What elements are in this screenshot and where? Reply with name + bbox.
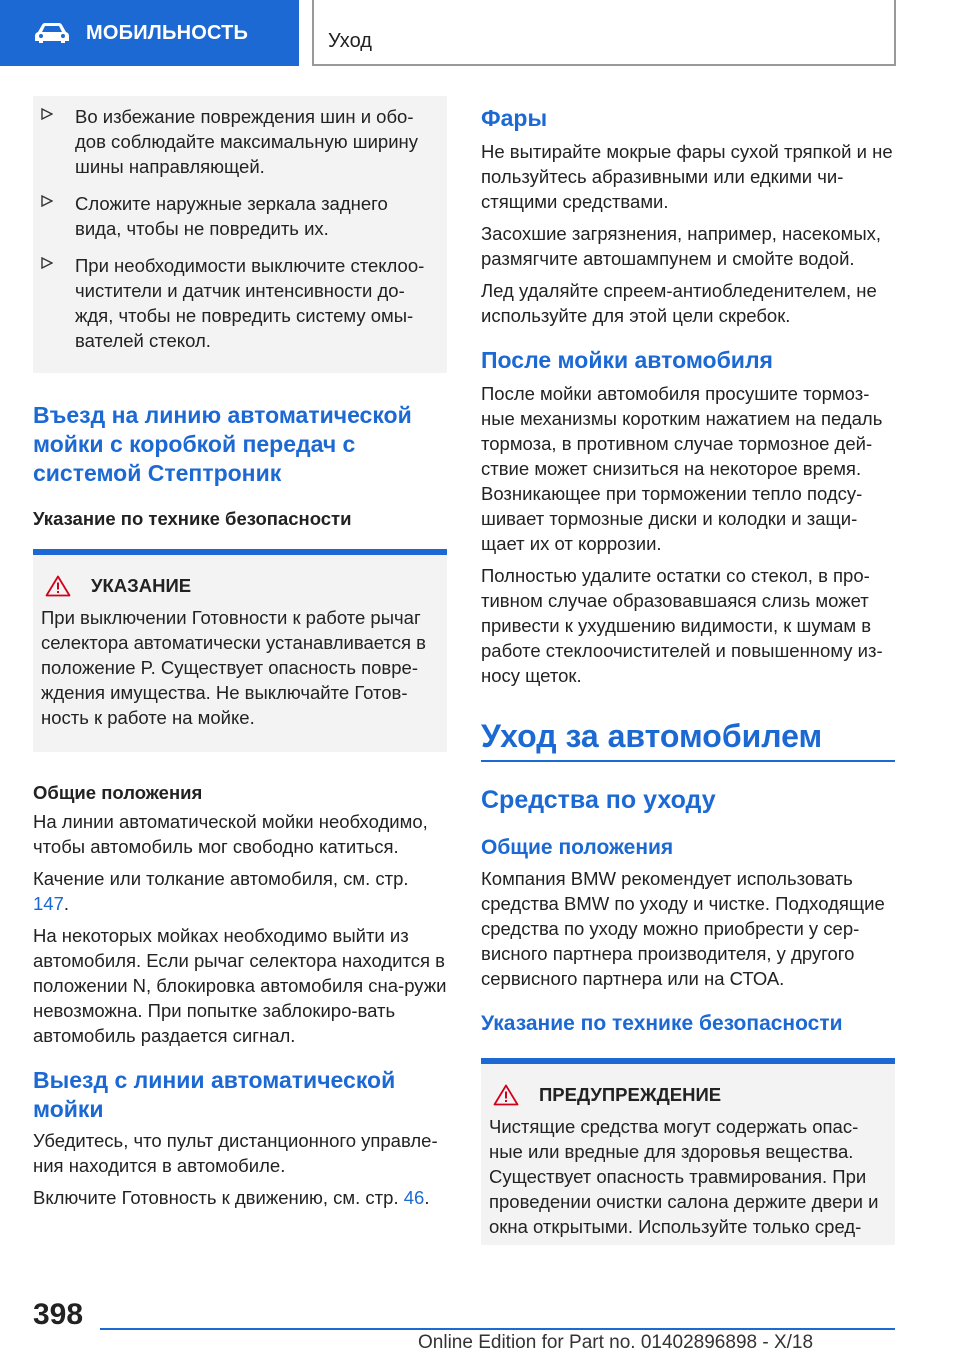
heading-general: Общие положения — [33, 782, 203, 803]
triangle-bullet-icon — [41, 253, 75, 353]
heading-car-care: Уход за автомобилем — [481, 718, 823, 754]
heading-headlights: Фары — [481, 105, 548, 131]
notice-header — [41, 575, 439, 597]
paragraph: Компания BMW рекомендует использовать средства BMW по уходу и чистке. Подходящие средства по уходу можно приобрести у сер-висного партнера производителя, у другого сервисного партнера или на СТОА. — [481, 867, 885, 989]
heading-rule — [481, 760, 895, 762]
warning-label: ПРЕДУПРЕЖДЕНИЕ — [539, 1083, 722, 1105]
paragraph: Включите Готовность к движению, см. стр. 46. — [33, 1187, 430, 1208]
car-icon — [34, 22, 70, 44]
paragraph: Убедитесь, что пульт дистанционного управле-ния находится в автомобиле. — [33, 1130, 438, 1176]
paragraph: На линии автоматической мойки необходимо, чтобы автомобиль мог свободно катиться. — [33, 811, 428, 857]
edition-text: Online Edition for Part no. 01402896898 - X/18 — [418, 1332, 814, 1353]
paragraph: Лед удаляйте спреем-антиобледенителем, не используйте для этой цели скребок. — [481, 280, 877, 326]
chapter-label: МОБИЛЬНОСТЬ — [86, 21, 249, 44]
list-item-text: Во избежание повреждения шин и обо-дов соблюдайте максимальную ширину шины направляющей. — [75, 106, 419, 177]
heading-after-wash: После мойки автомобиля — [481, 347, 773, 373]
right-column — [481, 104, 895, 1245]
paragraph: После мойки автомобиля просушите тормоз-ные механизмы коротким нажатием на педаль тормоза, в противном случае тормозное дей-ствие может снизиться на некоторое время. Возникающее при торможении тепло подсу-шивает тормозные диски и колодки и защи-щает их от коррозии. — [481, 383, 883, 554]
page-link[interactable]: 46 — [403, 1187, 425, 1208]
notice-text: При выключении Готовности к работе рычаг селектора автоматически устанавливается в положение P. Существует опасность повре-ждения имущества. Не выключайте Готов-ность к работе на мойке. — [41, 607, 426, 728]
paragraph: Полностью удалите остатки со стекол, в про-тивном случае образовавшаяся слизь может привести к ухудшению видимости, к шумам в работе стеклоочистителей и повышенному из-носу щеток. — [481, 565, 883, 686]
list-item-text: Сложите наружные зеркала заднего вида, чтобы не повредить их. — [75, 193, 388, 239]
triangle-bullet-icon — [41, 104, 75, 179]
paragraph: На некоторых мойках необходимо выйти из автомобиля. Если рычаг селектора находится в положении N, блокировка автомобиля сна-ружи невозможна. При попытке заблокиро-вать автомобиль раздается сигнал. — [33, 925, 447, 1046]
list-item-text: При необходимости выключите стеклоо-чистители и датчик интенсивности до-ждя, чтобы не повредить систему омы-вателей стекол. — [75, 255, 425, 351]
bullet-box — [33, 96, 447, 373]
heading-general: Общие положения — [481, 835, 674, 859]
heading-safety: Указание по технике безопасности — [33, 508, 352, 529]
notice-label: УКАЗАНИЕ — [91, 575, 192, 596]
warning-box — [481, 1058, 895, 1245]
chapter-tab — [0, 0, 299, 66]
paragraph: Засохшие загрязнения, например, насекомых, размягчите автошампунем и смойте водой. — [481, 223, 882, 269]
page-link[interactable]: 147 — [33, 893, 64, 914]
heading-care-products: Средства по уходу — [481, 785, 716, 814]
section-box — [312, 0, 896, 66]
page-header — [0, 0, 960, 66]
paragraph: Качение или толкание автомобиля, см. стр. 147. — [33, 868, 409, 914]
heading-exit: Выезд с линии автоматической мойки — [33, 1067, 396, 1122]
warning-triangle-icon — [45, 575, 71, 597]
warning-triangle-icon — [493, 1084, 519, 1106]
warning-header — [489, 1084, 887, 1106]
page-number: 398 — [33, 1298, 84, 1331]
list-item — [41, 253, 439, 353]
paragraph: Не вытирайте мокрые фары сухой тряпкой и не пользуйтесь абразивными или едкими чи-стящими средствами. — [481, 141, 893, 212]
warning-text: Чистящие средства могут содержать опас-ные или вредные для здоровья вещества. Существует опасность травмирования. При проведении очистки салона держите двери и окна открытыми. Используйте только сред- — [489, 1115, 879, 1237]
left-column — [33, 96, 447, 1210]
notice-box — [33, 549, 447, 752]
footer-rule — [100, 1328, 895, 1330]
heading-safety: Указание по технике безопасности — [481, 1011, 843, 1035]
section-title: Уход — [328, 30, 372, 52]
heading-entry: Въезд на линию автоматической мойки с коробкой передач с системой Стептроник — [33, 402, 412, 486]
list-item — [41, 191, 439, 241]
list-item — [41, 104, 439, 179]
triangle-bullet-icon — [41, 191, 75, 241]
